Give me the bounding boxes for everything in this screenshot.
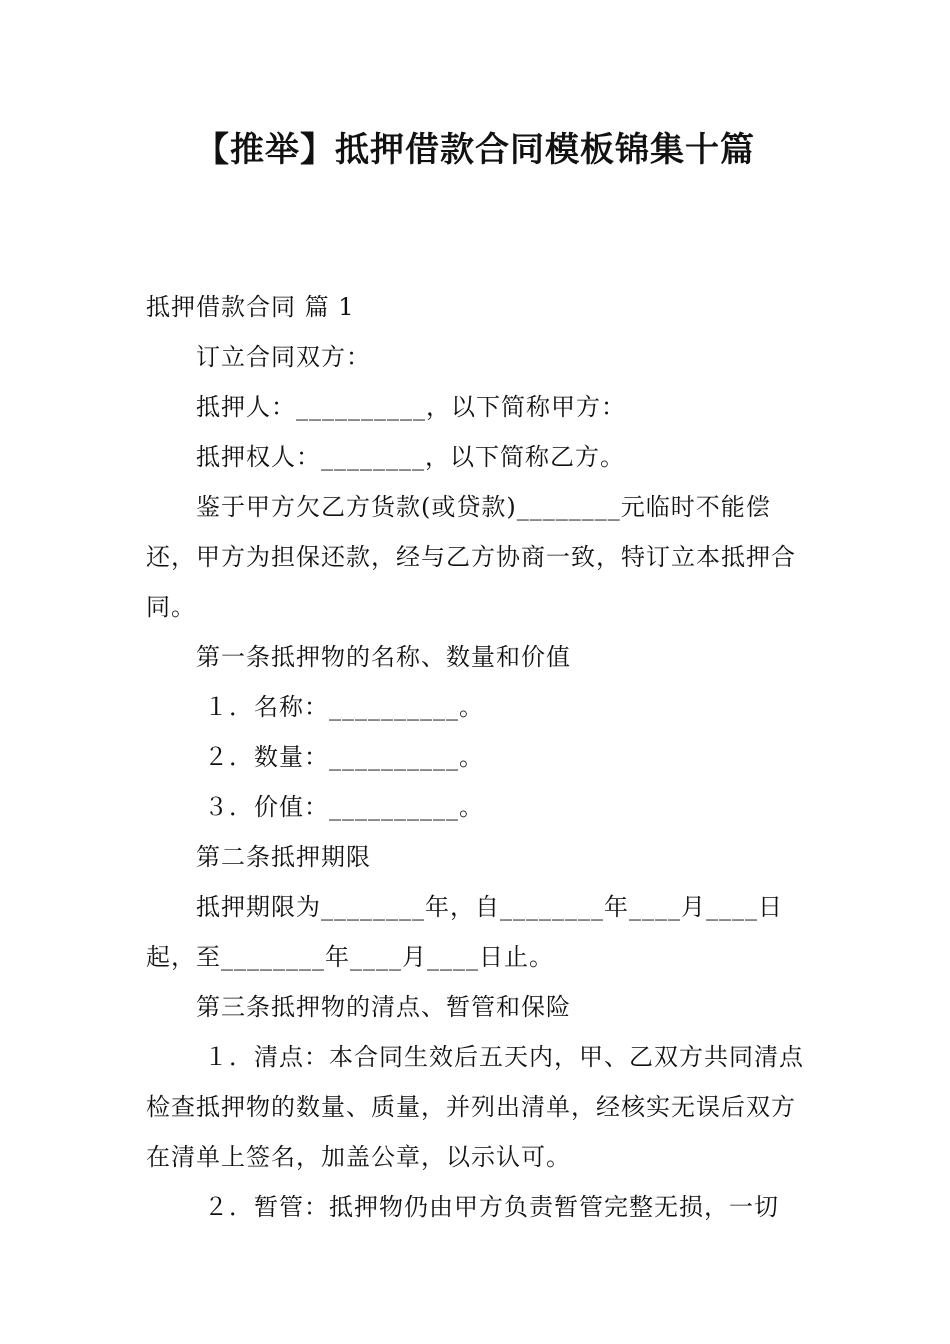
article-3-item-custody: ２．暂管：抵押物仍由甲方负责暂管完整无损，一切 (204, 1193, 779, 1221)
paragraph-preamble: 鉴于甲方欠乙方货款(或贷款)________元临时不能偿还，甲方为担保还款，经与乙方协商一致，特订立本抵押合同。 (146, 493, 796, 621)
article-1-item-name: １．名称：__________。 (204, 693, 484, 721)
paragraph-mortgagor: 抵押人：__________，以下简称甲方： (196, 393, 626, 421)
document-body (146, 282, 806, 1232)
section-heading: 抵押借款合同 篇 1 (146, 293, 355, 321)
article-2-term: 抵押期限为________年，自________年____月____日起，至________年____月____日止。 (146, 893, 783, 971)
paragraph-mortgagee: 抵押权人：________，以下简称乙方。 (196, 443, 625, 471)
article-1-item-quantity: ２．数量：__________。 (204, 743, 484, 771)
article-3-item-inventory: １．清点：本合同生效后五天内，甲、乙双方共同清点检查抵押物的数量、质量，并列出清单，经核实无误后双方在清单上签名，加盖公章，以示认可。 (146, 1043, 804, 1171)
article-3-heading: 第三条抵押物的清点、暂管和保险 (196, 993, 571, 1021)
article-1-heading: 第一条抵押物的名称、数量和价值 (196, 643, 571, 671)
document-title: 【推举】抵押借款合同模板锦集十篇 (195, 130, 755, 170)
article-2-heading: 第二条抵押期限 (196, 843, 371, 871)
paragraph-parties: 订立合同双方： (196, 343, 371, 371)
article-1-item-value: ３．价值：__________。 (204, 793, 484, 821)
